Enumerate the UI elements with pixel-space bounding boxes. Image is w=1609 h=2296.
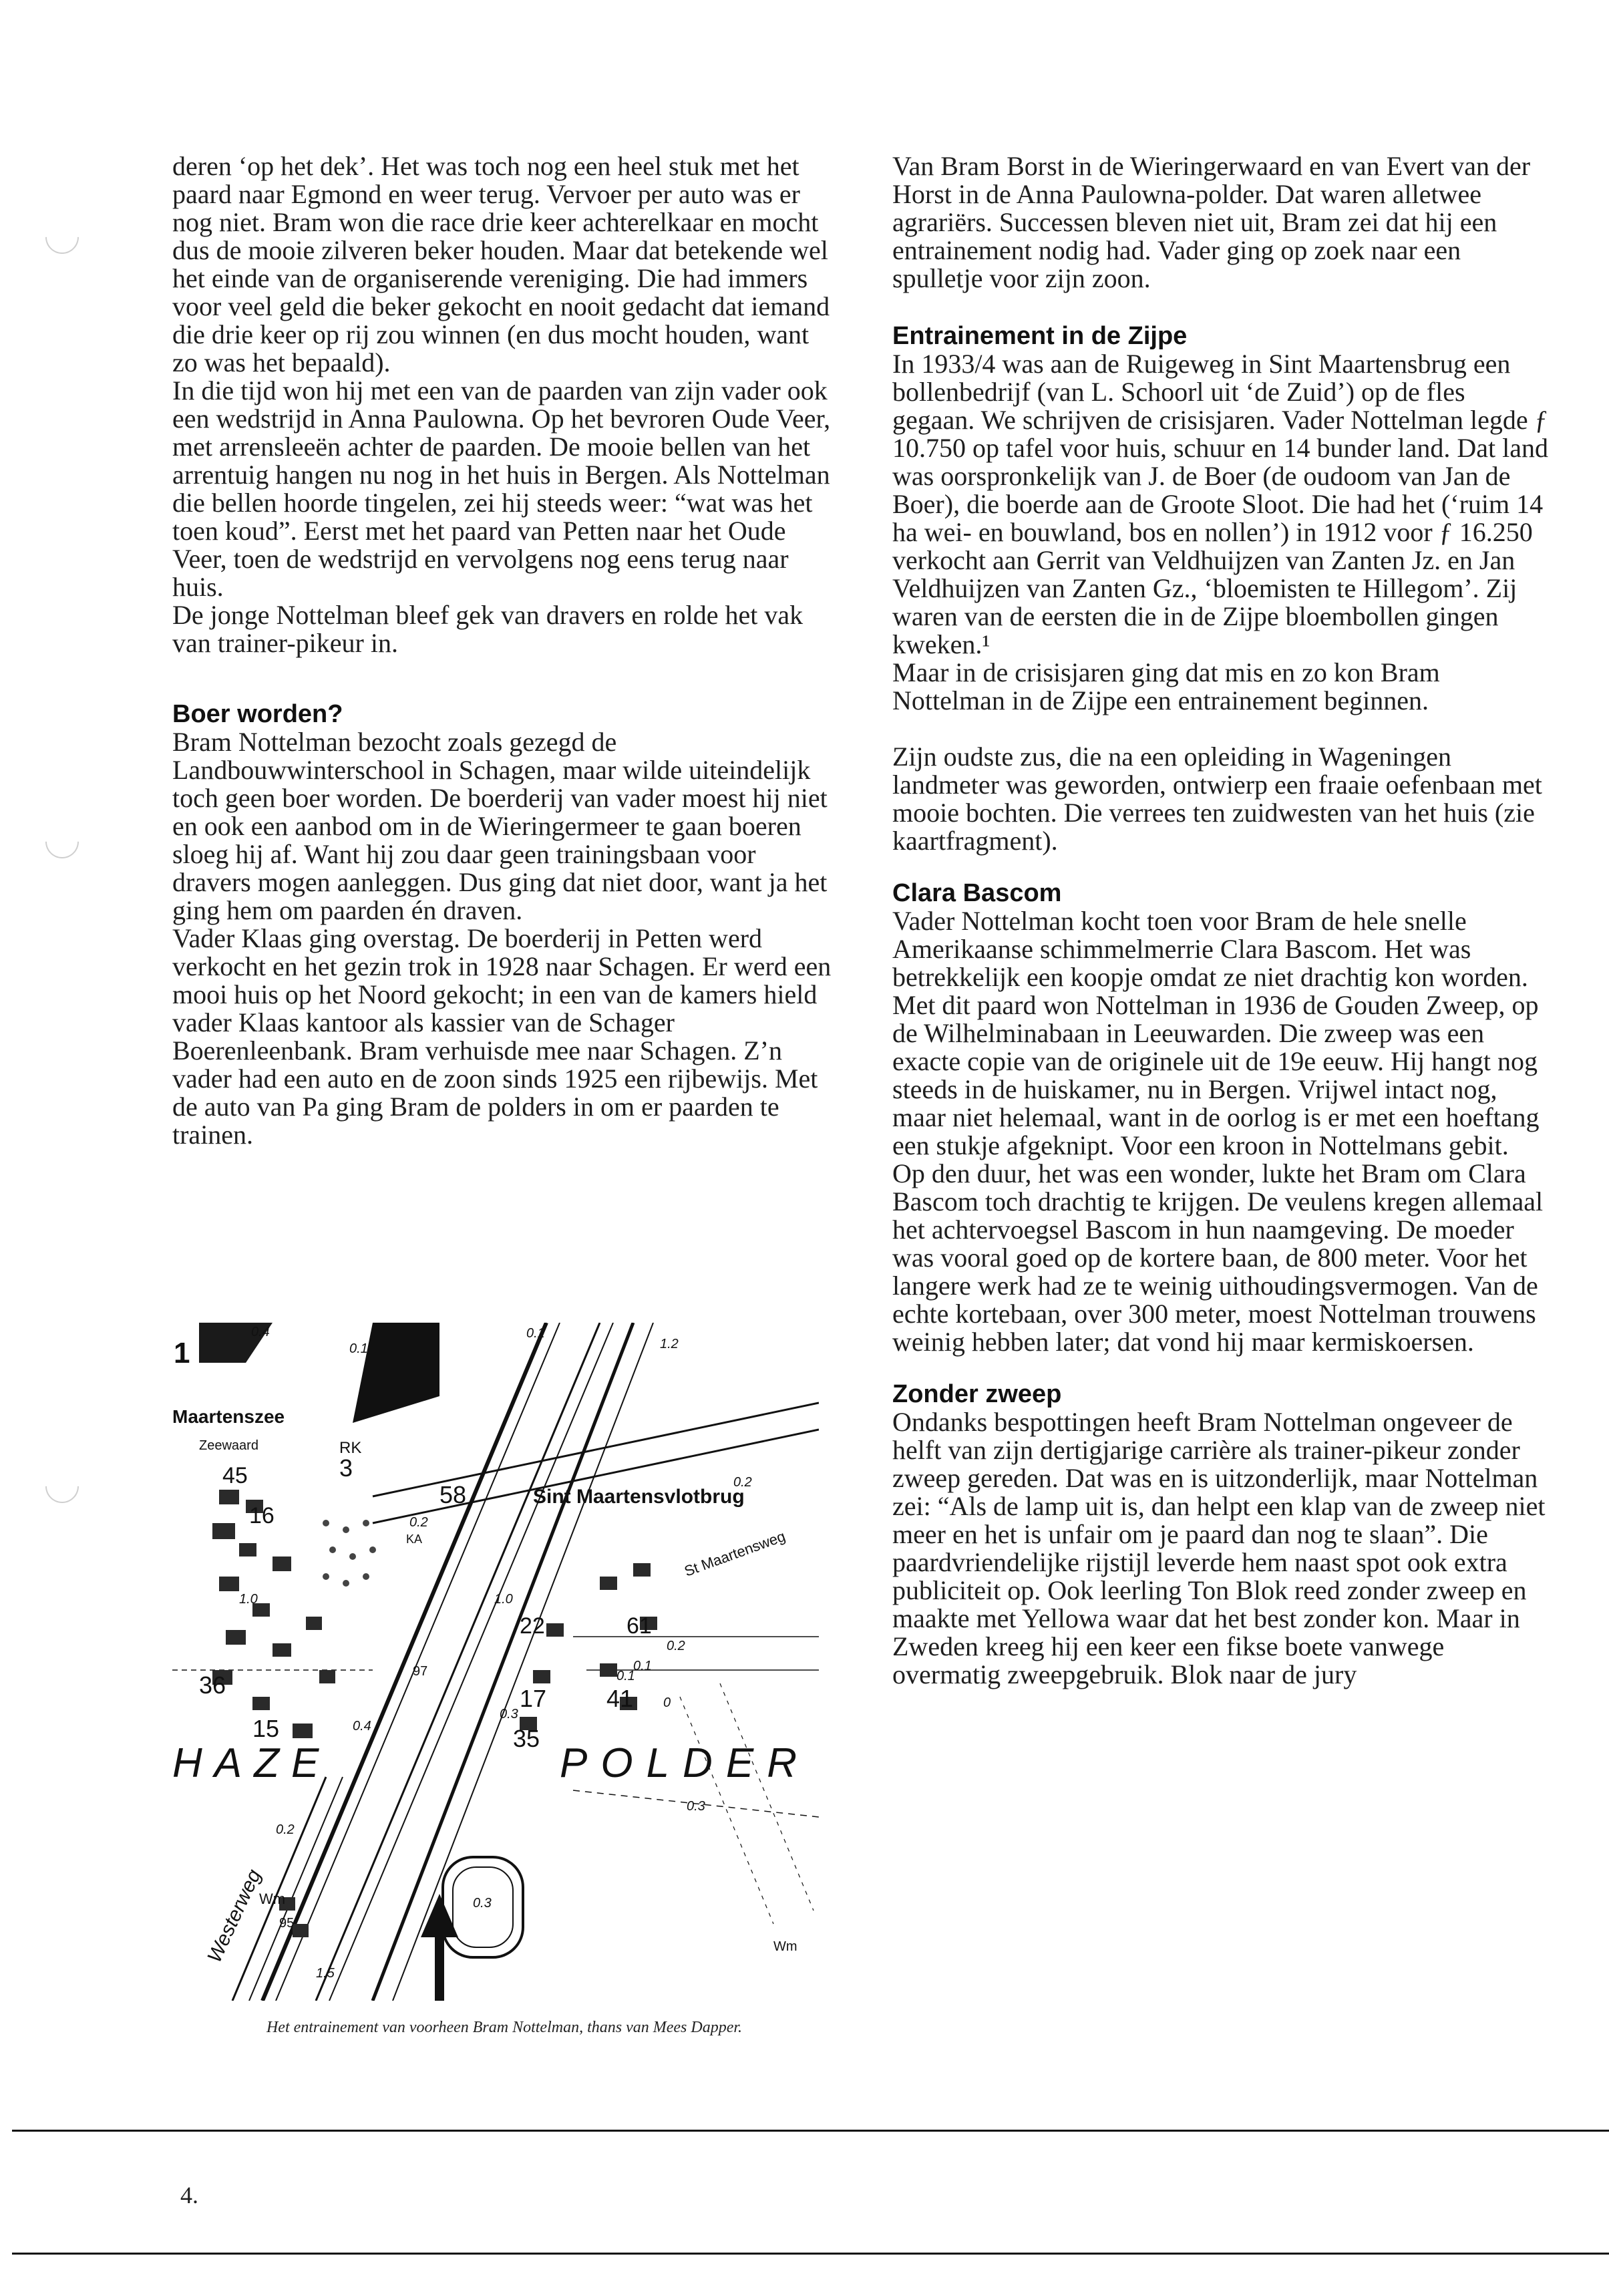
paragraph: In die tijd won hij met een van de paarden van zijn vader ook een wedstrijd in Anna Paulowna. Op het bevroren Oude Veer, met arrensleeën achter de paarden. De mooie bellen van het arrentuig hangen nu nog in het huis in Bergen. Als Nottelman die bellen hoorde tingelen, zei hij steeds weer: “wat was het toen koud”. Eerst met het paard van Petten naar het Oude Veer, toen de wedstrijd en vervolgens nog eens terug naar huis. — [172, 375, 831, 602]
map-label-value: 0.1 — [633, 1659, 652, 1673]
map-label-value: 0.1 — [616, 1669, 635, 1683]
map-label-value: 0.4 — [353, 1719, 371, 1734]
paragraph: Maar in de crisisjaren ging dat mis en zo kon Bram Nottelman in de Zijpe een entrainement beginnen. — [892, 657, 1440, 715]
paragraph: Zijn oudste zus, die na een opleiding in Wageningen landmeter was geworden, ontwierp een fraaie oefenbaan met mooie bochten. Die verrees ten zuidwesten van het huis (zie kaartfragment). — [892, 742, 1542, 856]
map-label-16: 16 — [249, 1503, 275, 1528]
map-label-value: 1.0 — [239, 1592, 258, 1607]
paragraph: De jonge Nottelman bleef gek van dravers en rolde het vak van trainer-pikeur in. — [172, 600, 803, 658]
map-label-value: 0.2 — [667, 1639, 685, 1653]
paragraph: Van Bram Borst in de Wieringerwaard en van Evert van der Horst in de Anna Paulowna-polder. Dat waren alletwee agrariërs. Successen bleven niet uit, Bram zei dat hij een entrainement nodig had. Vader ging op zoek naar een spulletje voor zijn zoon. — [892, 151, 1531, 293]
paragraph: Op den duur, het was een wonder, lukte het Bram om Clara Bascom toch drachtig te krijgen. De veulens kregen allemaal het achtervoegsel Bascom in hun naamgeving. De moeder was vooral goed op de kortere baan, de 800 meter. Voor het langere werk had ze te weinig uithoudingsvermogen. Van de echte kortebaan, over 300 meter, moest Nottelman trouwens weinig hebben later; dat vond hij maar kermiskoersen. — [892, 1158, 1544, 1357]
map-caption: Het entrainement van voorheen Bram Nottelman, thans van Mees Dapper. — [266, 2019, 743, 2036]
left-column — [172, 152, 834, 1149]
map-label-value: 0.1 — [526, 1326, 545, 1341]
map-label-value: 0.4 — [251, 1325, 270, 1339]
map-label-value: 0.2 — [409, 1515, 428, 1530]
map-label-value: 1.5 — [316, 1966, 335, 1981]
section-heading: Entrainement in de Zijpe — [892, 322, 1188, 350]
map-label-value: 0.2 — [276, 1822, 295, 1837]
map-label-58: 58 — [439, 1481, 467, 1508]
map-label-value: 1.0 — [494, 1592, 513, 1607]
paragraph: In 1933/4 was aan de Ruigeweg in Sint Maartensbrug een bollenbedrijf (van L. Schoorl uit ‘de Zuid’) op de fles gegaan. We schrijven de crisisjaren. Vader Nottelman legde ƒ 10.750 op tafel voor huis, schuur en 14 bunder land. Dat land was oorspronkelijk van J. de Boer (de oudoom van Jan de Boer), die boerde aan de Groote Sloot. Die had het (‘ruim 14 ha wei- en bouwland, bos en nollen’) in 1912 voor ƒ 16.250 verkocht aan Gerrit van Veldhuijzen van Zanten Jz. en Jan Veldhuijzen van Zanten Gz., ‘bloemisten te Hillegom’. Zij waren van de eersten die in de Zijpe bloembollen gingen kweken.¹ — [892, 349, 1549, 659]
map-label-97: 97 — [413, 1664, 428, 1679]
map-fragment — [172, 1323, 819, 2001]
map-label-22: 22 — [520, 1613, 545, 1639]
right-column — [892, 152, 1554, 1689]
map-label-value: 1.2 — [660, 1337, 679, 1351]
map-label-sint-maartensvlotbrug: Sint Maartensvlotbrug — [533, 1486, 745, 1508]
map-label-maartenszee: Maartenszee — [172, 1406, 285, 1427]
punch-hole-mark — [39, 214, 86, 261]
spacer — [892, 293, 1554, 322]
spacer — [892, 715, 1554, 743]
footer-rule-top — [12, 2130, 1609, 2132]
map-label-value: 0.3 — [687, 1799, 705, 1814]
map-label-wm-right: Wm — [773, 1939, 797, 1954]
section-heading: Boer worden? — [172, 700, 343, 728]
map-label-95: 95 — [279, 1916, 295, 1931]
footer-rule-bottom — [12, 2253, 1609, 2255]
spacer — [892, 1356, 1554, 1380]
map-label-polder: POLDER — [560, 1740, 810, 1786]
section-heading: Zonder zweep — [892, 1380, 1062, 1408]
map-label-zeewaard: Zeewaard — [199, 1438, 258, 1453]
map-label-17: 17 — [520, 1685, 547, 1712]
map-label-value: 0.3 — [500, 1707, 518, 1721]
paragraph: Ondanks bespottingen heeft Bram Nottelman ongeveer de helft van zijn dertigjarige carrière als trainer-pikeur zonder zweep gereden. Dat was en is uitzonderlijk, maar Nottelman zei: “Als de lamp uit is, dan helpt een klap van de zweep niet meer en het is unfair om je paard dan nog te slaan”. Die paardvriendelijke rijstijl leverde hem naast spot ook extra publiciteit op. Ook leerling Ton Blok reed zonder zweep en maakte met Yellowa waar dat het best zonder kon. Maar in Zweden kreeg hij een keer een fikse boete vanwege overmatig zweepgebruik. Blok naar de jury — [892, 1407, 1546, 1689]
map-label-61: 61 — [627, 1613, 652, 1639]
map-label-41: 41 — [606, 1685, 634, 1712]
map-label-36: 36 — [199, 1671, 226, 1699]
map-orchard — [323, 1520, 376, 1587]
page-number: 4. — [180, 2182, 198, 2208]
paragraph: Bram Nottelman bezocht zoals gezegd de Landbouwwinterschool in Schagen, maar wilde uiteindelijk toch geen boer worden. De boerderij van vader moest hij niet en ook een aanbod om in de Wieringermeer te gaan boeren sloeg hij af. Want hij zou daar geen trainingsbaan voor dravers mogen aanleggen. Dus ging dat niet door, want ja het ging hem om paarden én draven. — [172, 727, 828, 925]
paragraph: Vader Klaas ging overstag. De boerderij in Petten werd verkocht en het gezin trok in 1928 naar Schagen. Er werd een mooi huis op het Noord gekocht; in een van de kamers hield vader Klaas kantoor als kassier van de Schager Boerenleenbank. Bram verhuisde mee naar Schagen. Z’n vader had een auto en de zoon sinds 1925 een rijbewijs. Met de auto van Pa ging Bram de polders in om er paarden te trainen. — [172, 923, 832, 1150]
map-label-value: 0 — [663, 1695, 671, 1710]
punch-hole-mark — [39, 818, 86, 866]
map-label-1: 1 — [174, 1337, 190, 1369]
map-label-3: 3 — [339, 1454, 353, 1482]
map-label-haze: HAZE — [172, 1740, 331, 1786]
section-heading: Clara Bascom — [892, 879, 1062, 907]
map-drawing — [172, 1323, 819, 2001]
map-label-value: 0.3 — [473, 1896, 492, 1911]
map-label-westerweg: Westerweg — [203, 1866, 266, 1966]
paragraph: deren ‘op het dek’. Het was toch nog een heel stuk met het paard naar Egmond en weer terug. Vervoer per auto was er nog niet. Bram won die race drie keer achterelkaar en mocht dus de mooie zilveren beker houden. Maar dat betekende wel het einde van de organiserende vereniging. Die had immers voor veel geld die beker gekocht en nooit gedacht dat iemand die drie keer op rij zou winnen (en dus mocht houden, want zo was het bepaald). — [172, 151, 830, 377]
spacer — [892, 855, 1554, 879]
map-label-35: 35 — [513, 1725, 540, 1752]
map-label-rk: RK — [339, 1439, 362, 1457]
map-label-value: 0.1 — [349, 1341, 368, 1356]
map-building-block — [353, 1323, 439, 1423]
map-label-value: 0.2 — [733, 1475, 752, 1490]
paragraph: Vader Nottelman kocht toen voor Bram de hele snelle Amerikaanse schimmelmerrie Clara Bascom. Het was betrekkelijk een koopje omdat ze niet drachtig kon worden. Met dit paard won Nottelman in 1936 de Gouden Zweep, op de Wilhelminabaan in Leeuwarden. Die zweep was een exacte copie van de originele uit de 19e eeuw. Hij hangt nog steeds in de huiskamer, nu in Bergen. Vrijwel intact nog, maar niet helemaal, want in de oorlog is er met een hoeftang een stukje afgeknipt. Voor een kroon in Nottelmans gebit. — [892, 906, 1540, 1160]
map-label-wm-left: Wm — [259, 1891, 286, 1907]
map-label-st-maartensweg: St Maartensweg — [682, 1527, 788, 1580]
map-buildings — [212, 1490, 657, 1937]
map-label-45: 45 — [222, 1463, 248, 1488]
spacer — [172, 657, 834, 700]
map-label-15: 15 — [252, 1715, 280, 1742]
punch-hole-mark — [39, 1463, 86, 1510]
map-label-ka: KA — [406, 1532, 423, 1546]
